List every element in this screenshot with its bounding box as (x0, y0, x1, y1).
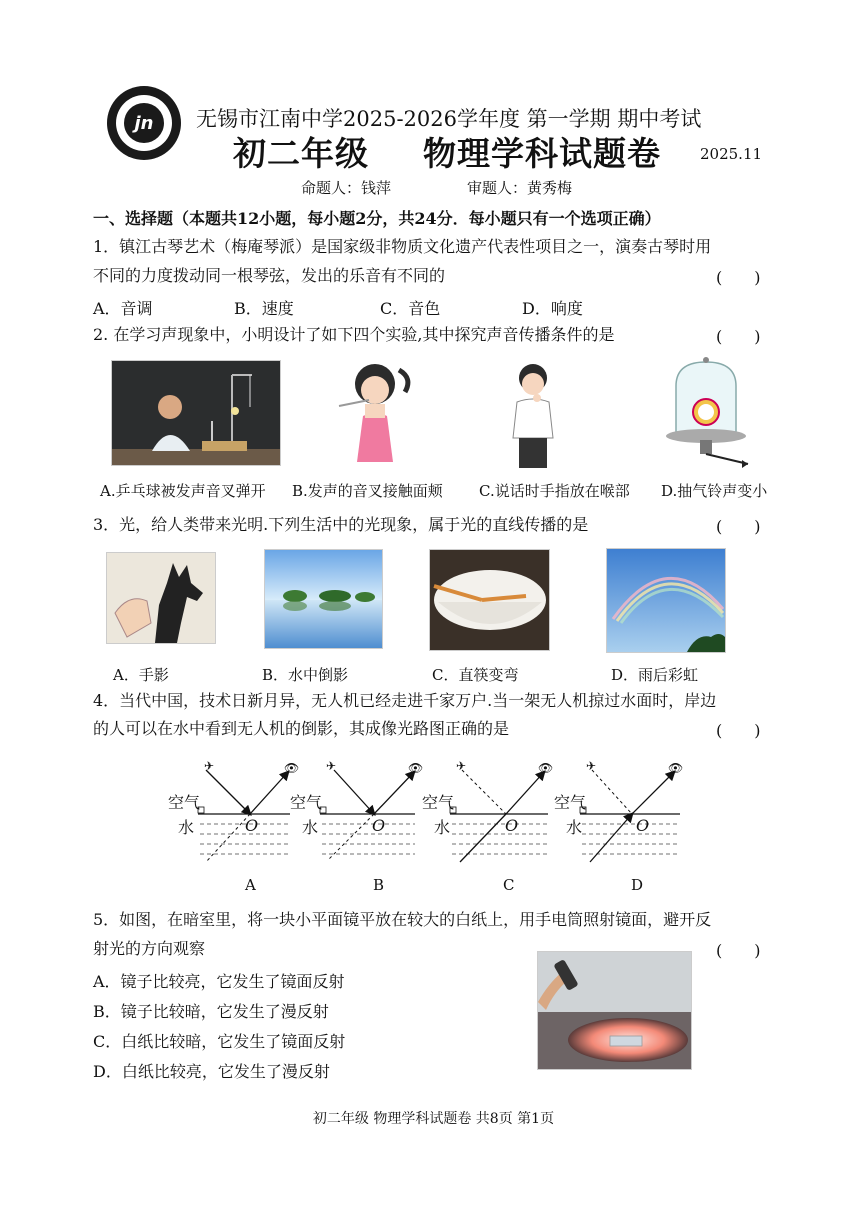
q4-a-water: 水 (178, 818, 195, 837)
q4-label-d: D (631, 876, 644, 894)
q2-image-boy-throat (497, 358, 569, 470)
q2-image-bell-jar (660, 356, 752, 472)
q4-diagram-c (450, 759, 553, 862)
q4-d-point: O (636, 816, 650, 835)
q5-option-c: C．白纸比较暗，它发生了镜面反射 (93, 1032, 346, 1051)
q5-option-a: A．镜子比较亮，它发生了镜面反射 (93, 972, 345, 991)
svg-text:✈: ✈ (326, 759, 337, 773)
q4-d-water: 水 (566, 818, 583, 837)
q3-image-hand-shadow (106, 552, 216, 644)
q4-c-air: 空气 (422, 793, 455, 812)
section-heading: 一、选择题（本题共12小题，每小题2分，共24分．每小题只有一个选项正确） (93, 209, 661, 228)
q1-option-d: D．响度 (522, 299, 583, 318)
q1-option-a: A．音调 (93, 299, 153, 318)
author-setter: 命题人：钱萍 (301, 179, 392, 197)
q5-option-d: D．白纸比较亮，它发生了漫反射 (93, 1062, 330, 1081)
q2-caption-b: B.发声的音叉接触面颊 (292, 482, 443, 500)
q2-caption-d: D.抽气铃声变小 (661, 482, 768, 500)
svg-text:✈: ✈ (586, 759, 597, 773)
svg-text:👁: 👁 (284, 761, 300, 775)
q5-line2: 射光的方向观察 (93, 939, 206, 958)
q4-answer-blank: ( ) (716, 721, 761, 740)
q4-c-water: 水 (434, 818, 451, 837)
authors (301, 177, 572, 198)
q4-b-point: O (372, 816, 386, 835)
q3-caption-d: D．雨后彩虹 (611, 666, 699, 684)
q3-image-bent-chopstick (429, 549, 550, 651)
q3-image-rainbow (606, 548, 726, 653)
q4-b-water: 水 (302, 818, 319, 837)
svg-text:✈: ✈ (456, 759, 467, 773)
q4-label-b: B (373, 876, 385, 894)
q4-line2: 的人可以在水中看到无人机的倒影，其成像光路图正确的是 (93, 719, 510, 738)
q4-line1: 4．当代中国，技术日新月异，无人机已经走进千家万户.当一架无人机掠过水面时，岸边 (93, 691, 717, 710)
page-footer: 初二年级 物理学科试题卷 共8页 第1页 (312, 1111, 555, 1127)
title-subject: 物理学科试题卷 (423, 134, 661, 173)
svg-text:👁: 👁 (668, 761, 684, 775)
q4-c-point: O (505, 816, 519, 835)
q4-b-air: 空气 (290, 793, 323, 812)
q1-line2: 不同的力度拨动同一根琴弦，发出的乐音有不同的 (93, 266, 446, 285)
q2-caption-a: A.乒乓球被发声音叉弹开 (100, 482, 266, 500)
q3-caption-c: C．直筷变弯 (432, 666, 519, 684)
q4-diagram-b (320, 759, 423, 860)
q5-option-b: B．镜子比较暗，它发生了漫反射 (93, 1002, 329, 1021)
exam-date: 2025.11 (700, 145, 763, 163)
q5-answer-blank: ( ) (716, 941, 761, 960)
q2-image-tuning-fork-ball (111, 360, 281, 466)
q1-option-c: C．音色 (380, 299, 441, 318)
svg-text:👁: 👁 (538, 761, 554, 775)
q3-caption-b: B．水中倒影 (262, 666, 349, 684)
q2-caption-c: C.说话时手指放在喉部 (479, 482, 630, 500)
q4-label-a: A (245, 876, 256, 894)
q4-diagram-d (580, 759, 683, 862)
q2-image-girl-fork (329, 358, 421, 470)
q1-answer-blank: ( ) (716, 268, 761, 287)
school-line: 无锡市江南中学2025-2026学年度 第一学期 期中考试 (196, 107, 702, 131)
q1-line1: 1．镇江古琴艺术（梅庵琴派）是国家级非物质文化遗产代表性项目之一，演奏古琴时用 (93, 237, 712, 256)
q3-image-reflection (264, 549, 383, 649)
q3-answer-blank: ( ) (716, 517, 761, 536)
svg-text:👁: 👁 (408, 761, 424, 775)
q2-line1: 2. 在学习声现象中，小明设计了如下四个实验,其中探究声音传播条件的是 (93, 325, 615, 344)
q5-line1: 5．如图，在暗室里，将一块小平面镜平放在较大的白纸上，用手电筒照射镜面，避开反 (93, 910, 712, 929)
q4-label-c: C (503, 876, 515, 894)
q2-answer-blank: ( ) (716, 327, 761, 346)
school-logo: jn (107, 86, 181, 160)
q4-d-air: 空气 (554, 793, 587, 812)
author-reviewer: 审题人：黄秀梅 (467, 179, 573, 197)
q4-a-point: O (245, 816, 259, 835)
q3-line1: 3．光，给人类带来光明.下列生活中的光现象，属于光的直线传播的是 (93, 515, 589, 534)
page-title (233, 128, 661, 175)
q4-a-air: 空气 (168, 793, 201, 812)
q5-image-flashlight-mirror (537, 951, 692, 1070)
q4-diagram-a (198, 759, 299, 862)
q1-option-b: B．速度 (234, 299, 294, 318)
title-grade: 初二年级 (233, 134, 369, 173)
svg-text:✈: ✈ (204, 759, 215, 773)
q4-ray-diagrams (160, 758, 700, 898)
q3-caption-a: A．手影 (113, 666, 169, 684)
